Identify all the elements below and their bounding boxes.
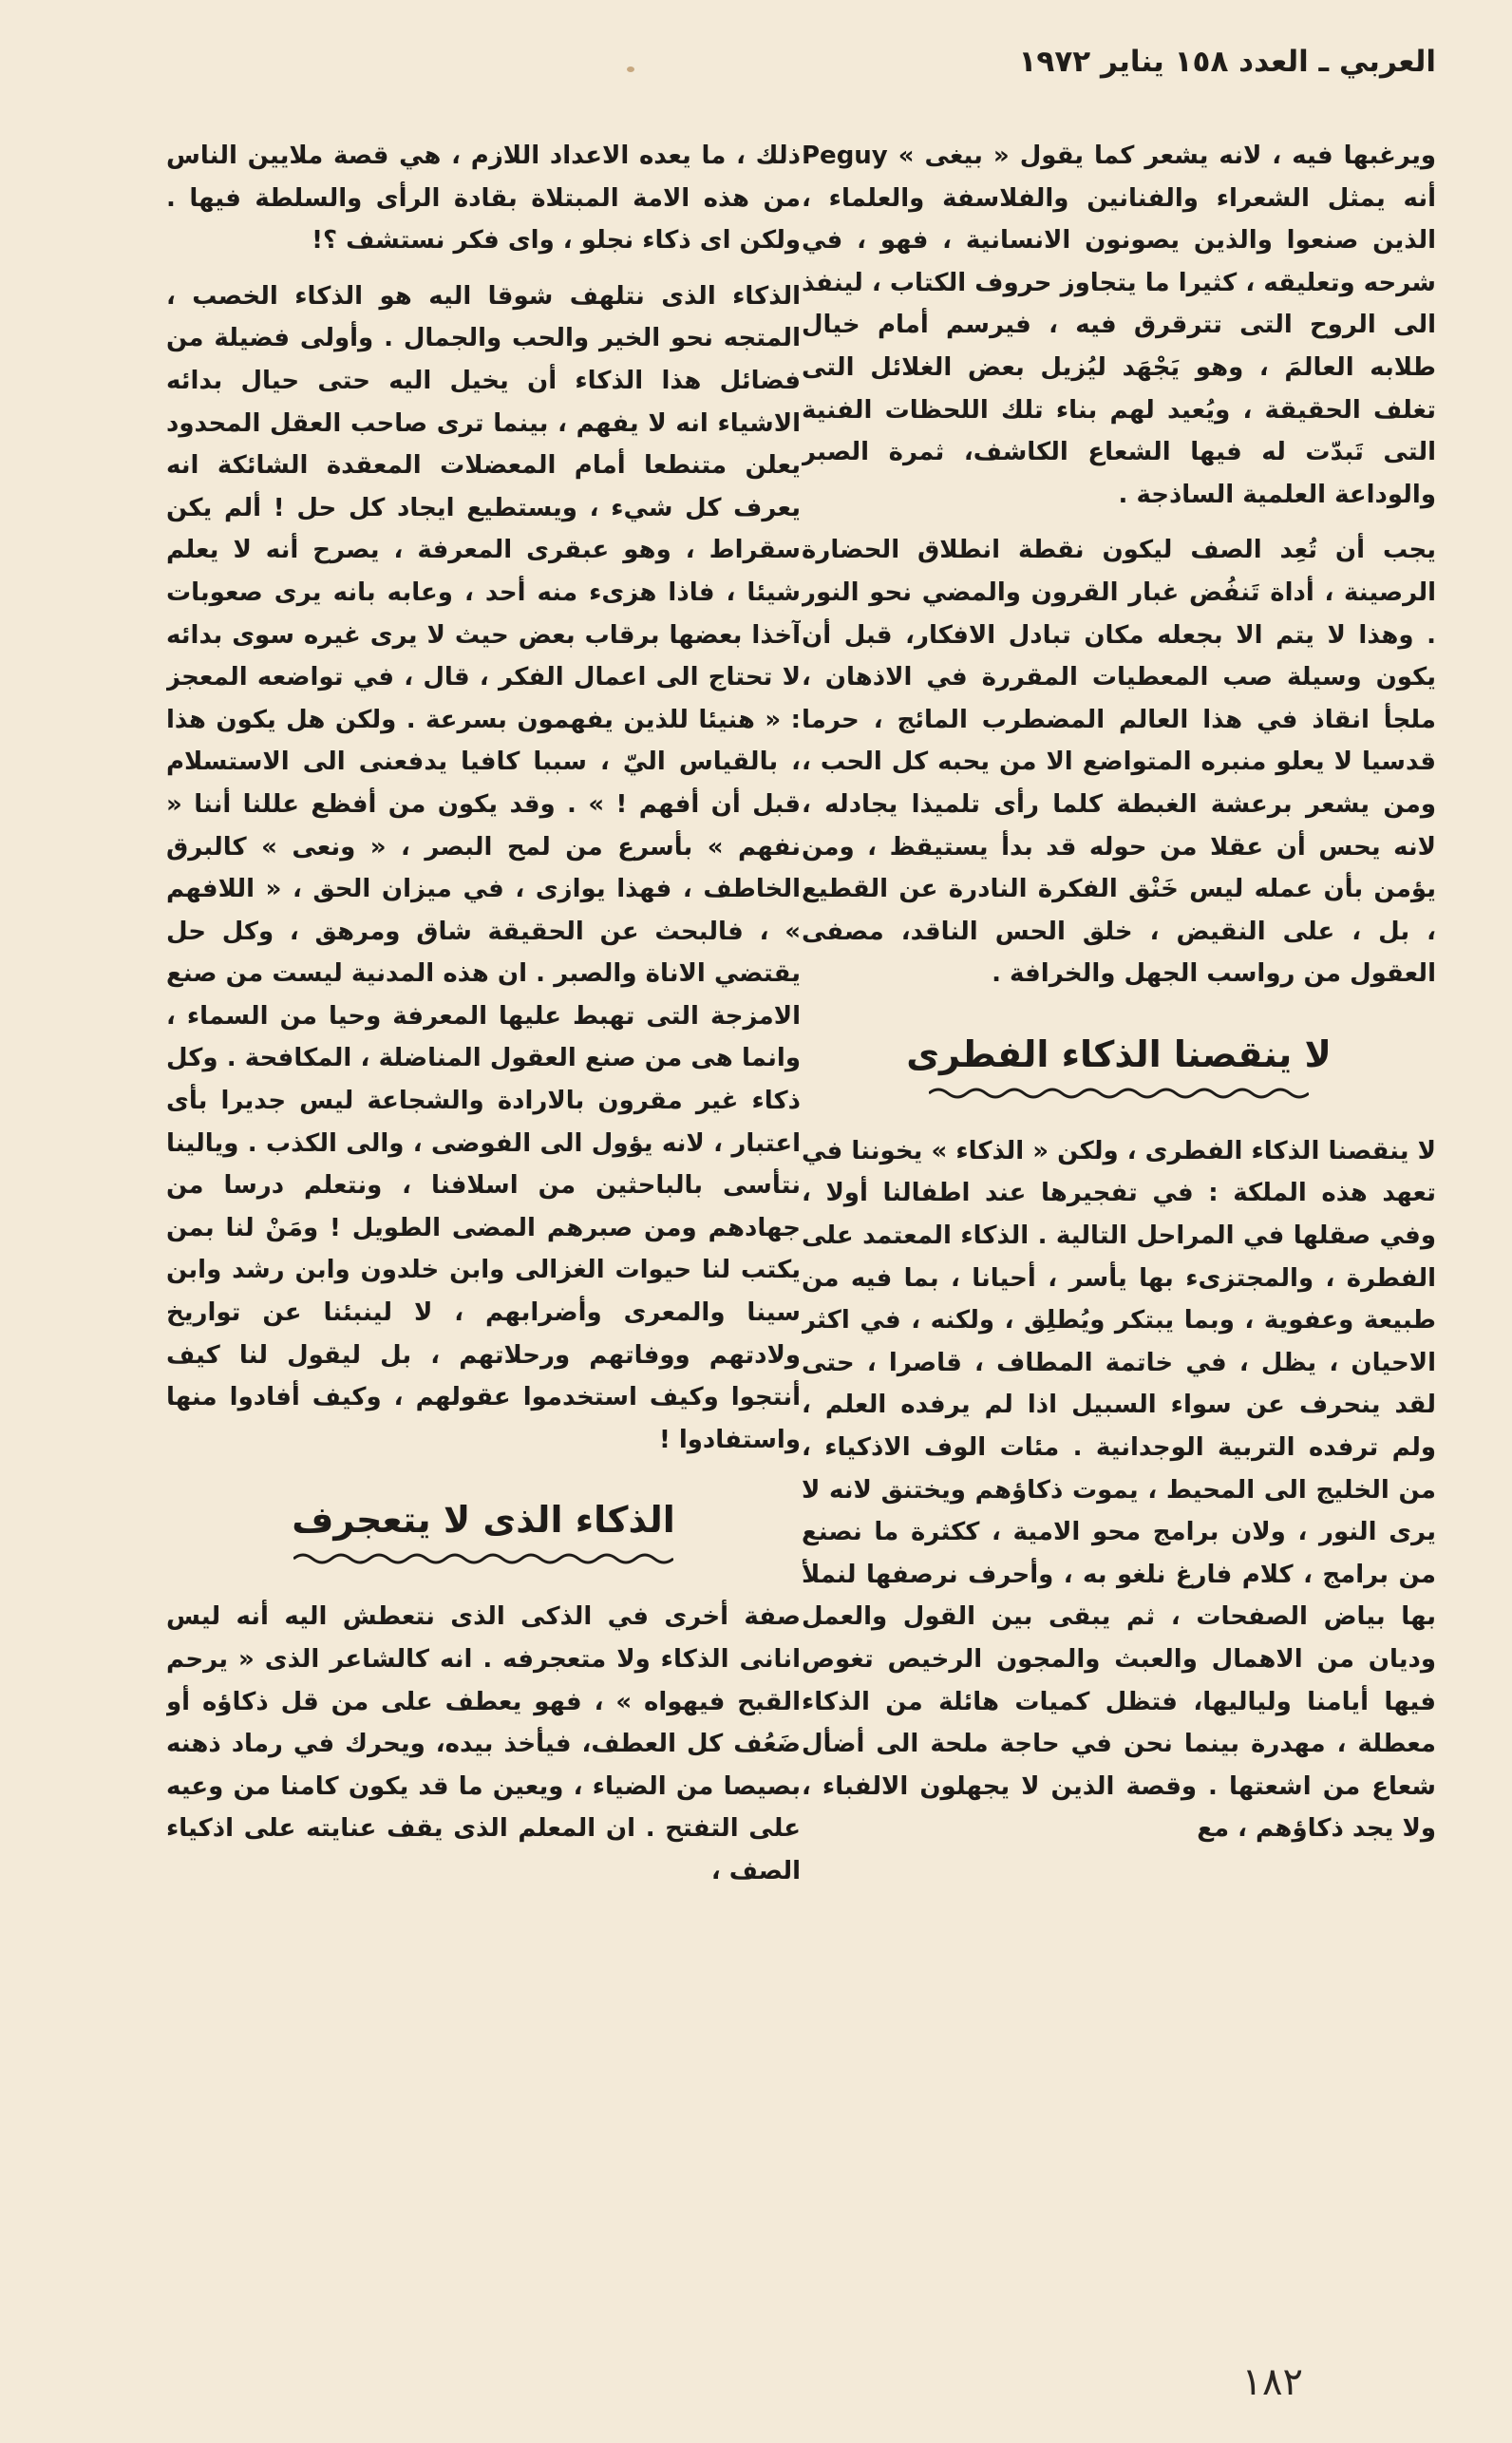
paragraph: ويرغبها فيه ، لانه يشعر كما يقول « بيغى » Peguy أنه يمثل الشعراء والفنانين والفلاسفة والعلماء ، الذين صنعوا والذين يصونون الانسانية ، فهو ، في شرحه وتعليقه ، كثيرا ما يتجاوز حروف الكتاب ، لينفذ الى الروح التى تترقرق فيه ، فيرسم أمام خيال طلابه العالمَ ، وهو يَجْهَد ليُزيل بعض الغلائل التى تغلف الحقيقة ، ويُعيد لهم بناء تلك اللحظات الفنية التى تَبدّت له فيها الشعاع الكاشف، ثمرة الصبر والوداعة العلمية الساذجة .	[802, 142, 1436, 509]
decorative-underline	[929, 1085, 1309, 1102]
section-heading	[166, 1493, 801, 1567]
page-number: ١٨٢	[1241, 2360, 1303, 2404]
paragraph: صفة أخرى في الذكى الذى نتعطش اليه أنه ليس انانى الذكاء ولا متعجرفه . انه كالشاعر الذى « يرحم القبح فيهواه » ، فهو يعطف على من قل ذكاؤه أو ضَعُف كل العطف، فيأخذ بيده، ويحرك في رماد ذهنه بصيصا من الضياء ، ويعين ما قد يكون كامنا من وعيه على التفتح . ان المعلم الذى يقف عنايته على اذكياء الصف ،	[166, 1602, 801, 1885]
paragraph: يجب أن تُعِد الصف ليكون نقطة انطلاق الحضارة الرصينة ، أداة تَنفُض غبار القرون والمضي نحو النور . وهذا لا يتم الا بجعله مكان تبادل الافكار، قبل أن يكون وسيلة صب المعطيات المقررة في الاذهان ، ملجأ انقاذ في هذا العالم المضطرب المائج ، حرما قدسيا لا يعلو منبره المتواضع الا من يحبه كل الحب ، ومن يشعر برعشة الغبطة كلما رأى تلميذا يجادله ، لانه يحس أن عقلا من حوله قد بدأ يستيقظ ، ومن يؤمن بأن عمله ليس خَنْق الفكرة النادرة عن القطيع ، بل ، على النقيض ، خلق الحس الناقد، مصفى العقول من رواسب الجهل والخرافة .	[802, 536, 1436, 989]
section-heading-text: لا ينقصنا الذكاء الفطرى	[906, 1032, 1332, 1075]
right-column	[802, 135, 1436, 2367]
paragraph: لا ينقصنا الذكاء الفطرى ، ولكن « الذكاء » يخوننا في تعهد هذه الملكة : في تفجيرها عند اطفالنا أولا ، وفي صقلها في المراحل التالية . الذكاء المعتمد على الفطرة ، والمجتزىء بها يأسر ، أحيانا ، بما فيه من طبيعة وعفوية ، وبما يبتكر ويُطلِق ، ولكنه ، في اكثر الاحيان ، يظل ، في خاتمة المطاف ، قاصرا ، حتى لقد ينحرف عن سواء السبيل اذا لم يرفده العلم ، ولم ترفده التربية الوجدانية . مئات الوف الاذكياء ، من الخليج الى المحيط ، يموت ذكاؤهم ويختنق لانه لا يرى النور ، ولان برامج محو الامية ، ككثرة ما نصنع من برامج ، كلام فارغ نلغو به ، وأحرف نرصفها لنملأ بها بياض الصفحات ، ثم يبقى بين القول والعمل وديان من الاهمال والعبث والمجون الرخيص تغوص فيها أيامنا ولياليها، فتظل كميات هائلة من الذكاء معطلة ، مهدرة بينما نحن في حاجة ملحة الى أضأل شعاع من اشعتها . وقصة الذين لا يجهلون الالفباء ، ولا يجد ذكاؤهم ، مع	[802, 1136, 1436, 1844]
running-header: العربي ـ العدد ١٥٨ يناير ١٩٧٢	[1018, 45, 1436, 79]
section-heading-text: الذكاء الذى لا يتعجرف	[292, 1499, 675, 1542]
left-column	[166, 135, 801, 2367]
decorative-underline	[293, 1550, 673, 1567]
section-heading	[802, 1028, 1436, 1102]
print-speck	[627, 66, 634, 72]
paragraph: الذكاء الذى نتلهف شوقا اليه هو الذكاء الخصب ، المتجه نحو الخير والحب والجمال . وأولى فضيلة من فضائل هذا الذكاء أن يخيل اليه حتى حيال بدائه الاشياء انه لا يفهم ، بينما ترى صاحب العقل المحدود يعلن متنطعا أمام المعضلات المعقدة الشائكة انه يعرف كل شيء ، ويستطيع ايجاد كل حل ! ألم يكن سقراط ، وهو عبقرى المعرفة ، يصرح أنه لا يعلم شيئا ، فاذا هزىء منه أحد ، وعابه بانه يرى صعوبات آخذا بعضها برقاب بعض حيث لا يرى غيره سوى بدائه لا تحتاج الى اعمال الفكر ، قال ، في تواضعه المعجز : « هنيئا للذين يفهمون بسرعة . ولكن هل يكون هذا ، بالقياس اليّ ، سببا كافيا يدفعنى الى الاستسلام قبل أن أفهم ! » . وقد يكون من أفظع عللنا أننا « نفهم » بأسرع من لمح البصر ، « ونعى » كالبرق الخاطف ، فهذا يوازى ، في ميزان الحق ، « اللافهم » ، فالبحث عن الحقيقة شاق ومرهق ، وكل حل يقتضي الاناة والصبر . ان هذه المدنية ليست من صنع الامزجة التى تهبط عليها المعرفة وحيا من السماء ، وانما هى من صنع العقول المناضلة ، المكافحة . وكل ذكاء غير مقرون بالارادة والشجاعة ليس جديرا بأى اعتبار ، لانه يؤول الى الفوضى ، والى الكذب . ويالينا نتأسى بالباحثين من اسلافنا ، ونتعلم درسا من جهادهم ومن صبرهم المضى الطويل ! ومَنْ لنا بمن يكتب لنا حيوات الغزالى وابن خلدون وابن رشد وابن سينا والمعرى وأضرابهم ، لا لينبئنا عن تواريخ ولادتهم ووفاتهم ورحلاتهم ، بل ليقول لنا كيف أنتجوا وكيف استخدموا عقولهم ، وكيف أفادوا منها واستفادوا !	[166, 281, 801, 1454]
paragraph: ذلك ، ما يعده الاعداد اللازم ، هي قصة ملايين الناس من هذه الامة المبتلاة بقادة الرأى والسلطة فيها . ولكن اى ذكاء نجلو ، واى فكر نستشف ؟!	[166, 142, 801, 256]
